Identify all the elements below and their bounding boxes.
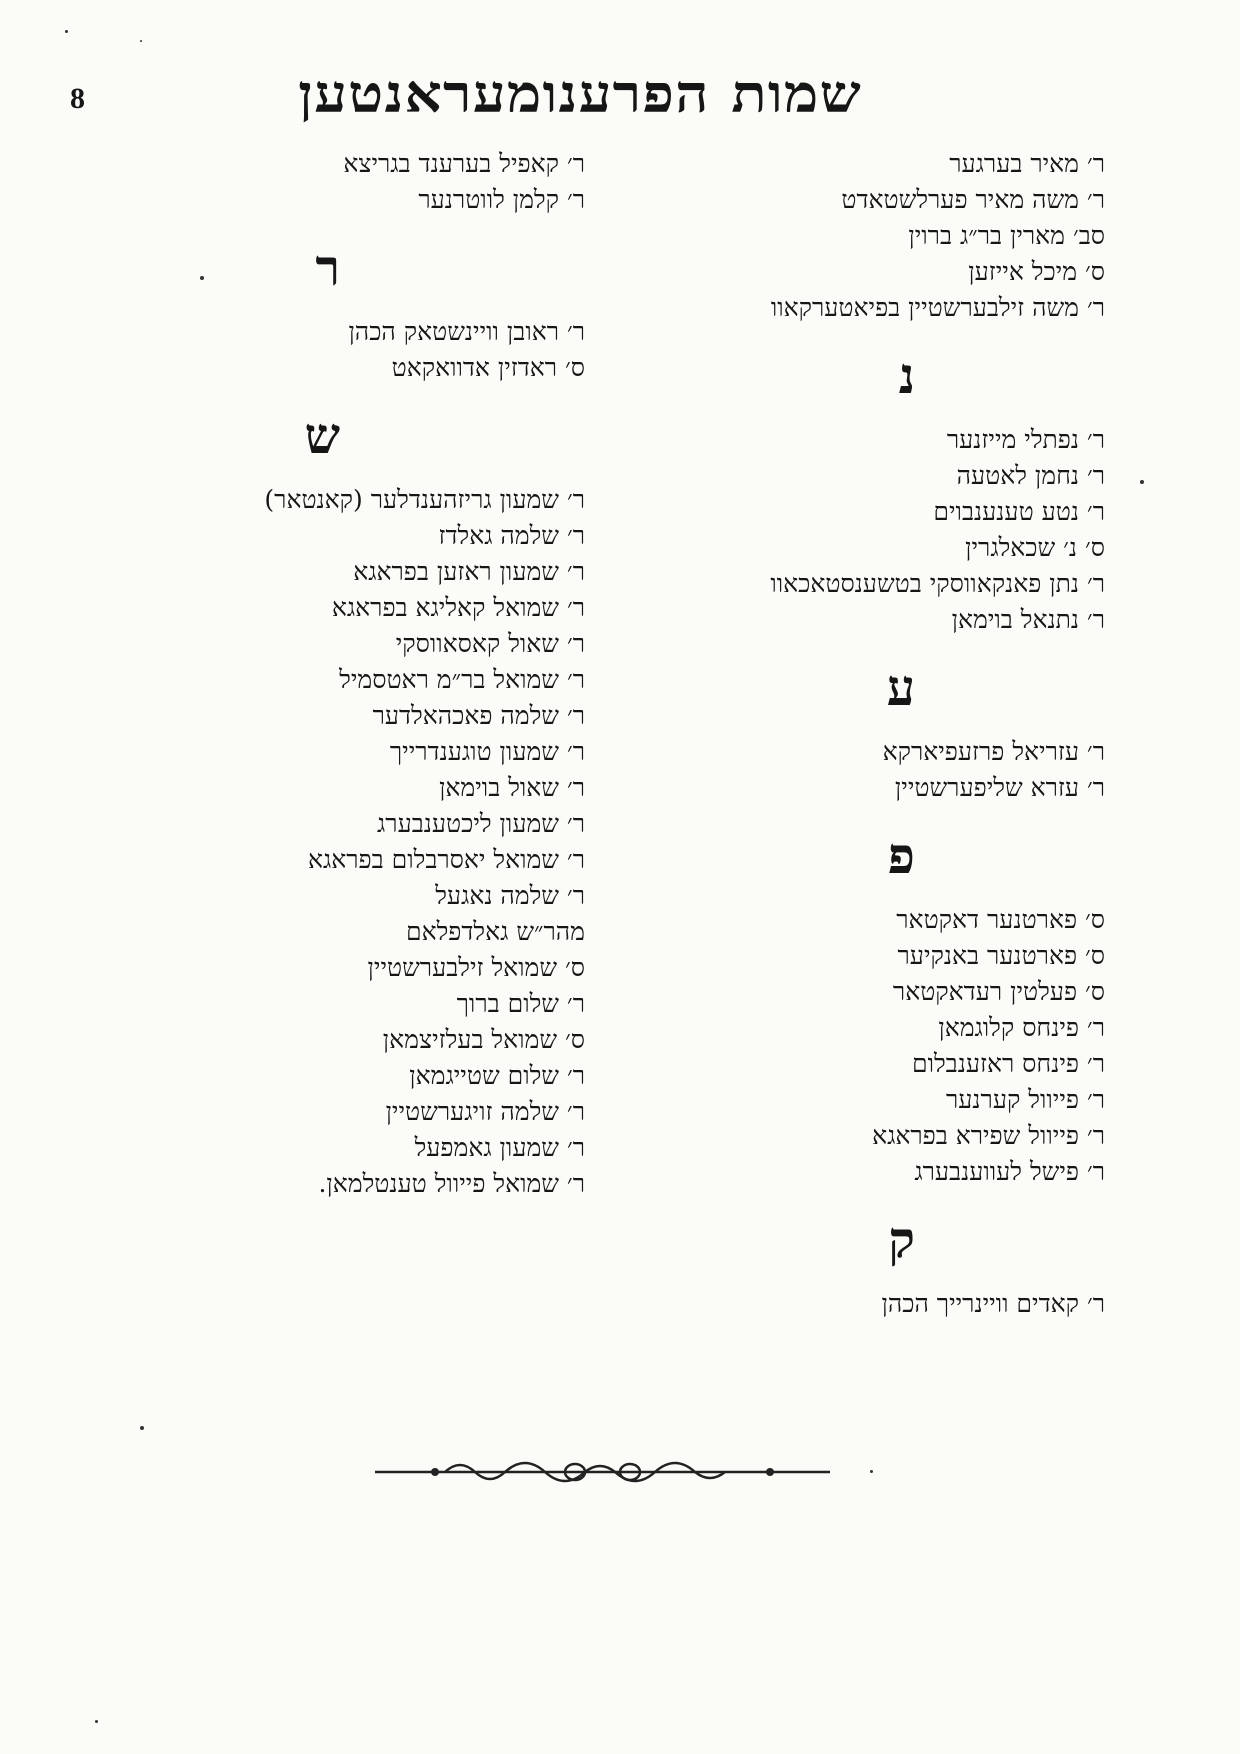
subscriber-name: ר׳ נתן פאנקאווסקי בטשענסטאכאוו	[770, 569, 1105, 598]
subscriber-name: ר׳ פינחס ראזענבלום	[911, 1049, 1105, 1078]
name-section	[635, 146, 1105, 326]
subscriber-name: ר׳ שאול בוימאן	[439, 773, 585, 802]
subscriber-name: ס׳ שמואל זילבערשטיין	[367, 953, 585, 982]
subscriber-name: ר׳ נפתלי מייזנער	[946, 425, 1105, 454]
section-letter: ר	[315, 238, 340, 297]
page-number: 8	[70, 82, 85, 115]
section-letter: ק	[888, 1210, 915, 1269]
subscriber-name: ר׳ שאול קאסאווסקי	[395, 629, 585, 658]
subscriber-name: ר׳ פישל לעווענבערג	[914, 1157, 1105, 1186]
right-name-column	[635, 146, 1105, 1322]
subscriber-name: ר׳ שלמה זויגערשטיין	[385, 1097, 585, 1126]
subscriber-name: ר׳ ראובן וויינשטאק הכהן	[348, 317, 585, 346]
subscriber-name: ר׳ קאדים וויינרייך הכהן	[881, 1289, 1105, 1318]
subscriber-name: ר׳ קלמן לווטרנער	[418, 185, 585, 214]
subscriber-name: ר׳ שמעון גאמפעל	[414, 1133, 585, 1162]
name-section	[125, 146, 585, 218]
subscriber-name: ר׳ נחמן לאטעה	[956, 461, 1105, 490]
scan-speck	[1140, 480, 1144, 484]
subscriber-name: ר׳ פייוול קערנער	[945, 1085, 1105, 1114]
scan-speck	[200, 276, 204, 280]
name-section	[635, 828, 1105, 1190]
subscriber-name: ר׳ שלום שטייגמאן	[409, 1061, 585, 1090]
name-section	[125, 408, 585, 1202]
subscriber-name: ר׳ נתנאל בוימאן	[951, 605, 1105, 634]
section-letter: נ	[898, 346, 915, 405]
name-section	[635, 660, 1105, 806]
page-title: שמות הפרענומעראנטען	[298, 64, 862, 125]
subscriber-name: ר׳ שמואל יאסרבלום בפראגא	[308, 845, 585, 874]
scan-speck	[140, 1426, 144, 1430]
section-letter: ע	[886, 658, 915, 717]
subscriber-name: ר׳ נטע טענענבוים	[933, 497, 1105, 526]
subscriber-name: ר׳ שמואל פייוול טענטלמאן.	[318, 1169, 585, 1198]
name-section	[125, 240, 585, 386]
subscriber-name: ס׳ פארטנער דאקטאר	[896, 905, 1105, 934]
subscriber-name: ס׳ פעלטין רעדאקטאר	[892, 977, 1105, 1006]
subscriber-name: ר׳ שמואל בר״מ ראטסמיל	[339, 665, 585, 694]
subscriber-name: ר׳ עזרא שליפערשטיין	[894, 773, 1105, 802]
subscriber-name: ס׳ פארטנער באנקיער	[897, 941, 1105, 970]
section-letter: ש	[304, 406, 340, 465]
subscriber-name: ר׳ שמואל קאליגא בפראגא	[331, 593, 585, 622]
subscriber-name: ס׳ ראדזין אדוואקאט	[391, 353, 585, 382]
subscriber-name: מהר״ש גאלדפלאם	[406, 917, 585, 946]
subscriber-name: סב׳ מארין בר״ג ברוין	[908, 221, 1105, 250]
section-letter: פ	[887, 826, 915, 885]
subscriber-name: ר׳ פינחס קלוגמאן	[938, 1013, 1105, 1042]
subscriber-name: ר׳ שלום ברוך	[456, 989, 585, 1018]
subscriber-name: ר׳ משה מאיר פערלשטאדט	[841, 185, 1105, 214]
subscriber-name: ר׳ שלמה נאגעל	[435, 881, 585, 910]
subscriber-name: ר׳ שלמה גאלדז	[438, 521, 585, 550]
name-section	[635, 348, 1105, 638]
scan-speck	[95, 1720, 98, 1723]
subscriber-name: ס׳ שמואל בעלזיצמאן	[382, 1025, 585, 1054]
ornament-divider	[375, 1452, 830, 1492]
subscriber-name: ס׳ נ׳ שכאלגרין	[965, 533, 1105, 562]
subscriber-name: ר׳ שמעון גריזהענדלער (קאנטאר)	[264, 485, 585, 514]
subscriber-name: ר׳ שלמה פאכהאלדער	[372, 701, 585, 730]
subscriber-name: ס׳ מיכל אייזען	[968, 257, 1105, 286]
subscriber-name: ר׳ שמעון ליכטענבערג	[377, 809, 585, 838]
subscriber-name: ר׳ מאיר בערגער	[949, 149, 1105, 178]
left-name-column	[125, 146, 585, 1202]
scan-speck	[140, 40, 142, 42]
name-section	[635, 1212, 1105, 1322]
subscriber-name: ר׳ משה זילבערשטיין בפיאטערקאוו	[770, 293, 1105, 322]
subscriber-name: ר׳ פייוול שפירא בפראגא	[872, 1121, 1105, 1150]
scan-speck	[870, 1470, 873, 1473]
subscriber-name: ר׳ עזריאל פרזעפיארקא	[882, 737, 1105, 766]
subscriber-name: ר׳ שמעון טוגענדרייך	[389, 737, 585, 766]
subscriber-name: ר׳ קאפיל בערענד בגריצא	[343, 149, 585, 178]
subscriber-name: ר׳ שמעון ראזען בפראגא	[353, 557, 585, 586]
scan-speck	[65, 30, 68, 33]
